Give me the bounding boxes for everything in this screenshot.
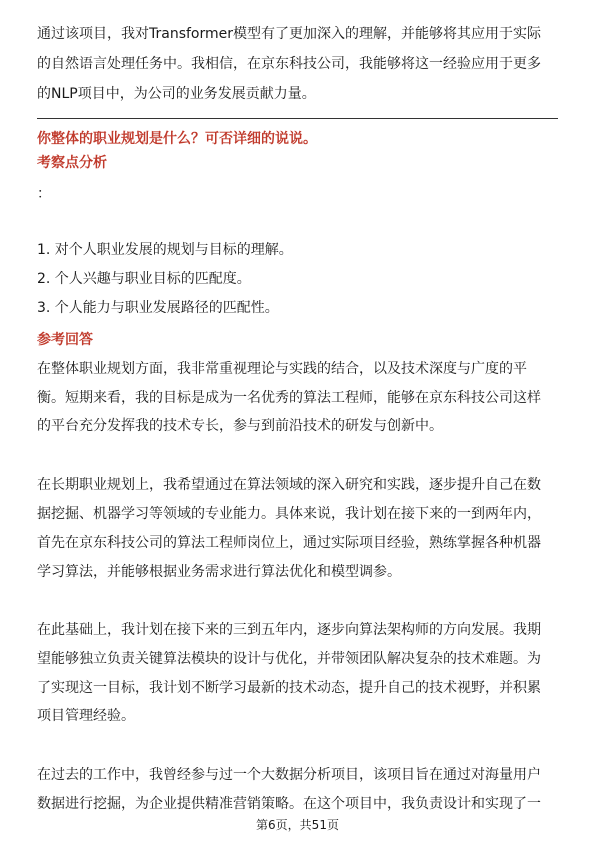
answer-para2-line-1: 在长期职业规划上，我希望通过在算法领域的深入研究和实践，逐步提升自己在数: [37, 477, 541, 493]
answer-para3-line-4: 项目管理经验。: [37, 708, 135, 724]
question-title: 你整体的职业规划是什么？可否详细的说说。: [37, 131, 317, 147]
analysis-point-1: 1. 对个人职业发展的规划与目标的理解。: [37, 242, 293, 258]
answer-para2-line-3: 首先在京东科技公司的算法工程师岗位上，通过实际项目经验，熟练掌握各种机器: [37, 535, 541, 551]
analysis-heading: 考察点分析: [37, 155, 107, 171]
answer-para1-line-2: 衡。短期来看，我的目标是成为一名优秀的算法工程师，能够在京东科技公司这样: [37, 390, 541, 406]
answer-heading: 参考回答: [37, 332, 93, 348]
answer-para3-line-1: 在此基础上，我计划在接下来的三到五年内，逐步向算法架构师的方向发展。我期: [37, 622, 541, 638]
answer-para2-line-4: 学习算法，并能够根据业务需求进行算法优化和模型调参。: [37, 564, 401, 580]
analysis-point-2: 2. 个人兴趣与职业目标的匹配度。: [37, 271, 251, 287]
analysis-point-3: 3. 个人能力与职业发展路径的匹配性。: [37, 300, 279, 316]
answer-para2-line-2: 据挖掘、机器学习等领域的专业能力。具体来说，我计划在接下来的一到两年内，: [37, 506, 541, 522]
answer-para3-line-3: 了实现这一目标，我计划不断学习最新的技术动态，提升自己的技术视野，并积累: [37, 680, 541, 696]
answer-para3-line-2: 望能够独立负责关键算法模块的设计与优化，并带领团队解决复杂的技术难题。为: [37, 651, 541, 667]
intro-line-1: 通过该项目，我对Transformer模型有了更加深入的理解，并能够将其应用于实际: [37, 26, 542, 42]
answer-para1-line-3: 的平台充分发挥我的技术专长，参与到前沿技术的研发与创新中。: [37, 418, 443, 434]
answer-para1-line-1: 在整体职业规划方面，我非常重视理论与实践的结合，以及技术深度与广度的平: [37, 361, 527, 377]
answer-para4-line-1: 在过去的工作中，我曾经参与过一个大数据分析项目，该项目旨在通过对海量用户: [37, 767, 541, 783]
section-divider: [37, 118, 558, 119]
answer-para4-line-2: 数据进行挖掘，为企业提供精准营销策略。在这个项目中，我负责设计和实现了一: [37, 796, 541, 812]
page-number: 第6页，共51页: [256, 818, 339, 832]
intro-line-3: 的NLP项目中，为公司的业务发展贡献力量。: [37, 86, 316, 102]
analysis-colon: ：: [37, 186, 51, 202]
intro-line-2: 的自然语言处理任务中。我相信，在京东科技公司，我能够将这一经验应用于更多: [37, 56, 541, 72]
